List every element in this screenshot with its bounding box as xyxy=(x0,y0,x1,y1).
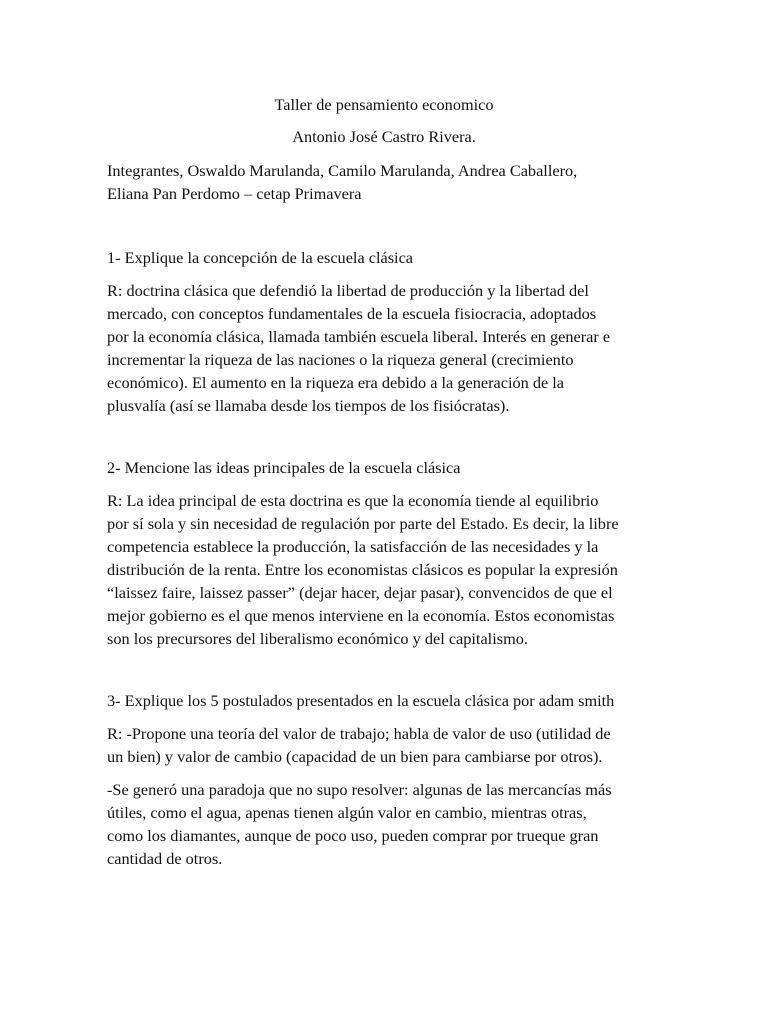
answer-2-line: por sí sola y sin necesidad de regulación por parte del Estado. Es decir, la libre xyxy=(107,514,619,533)
question-3: 3- Explique los 5 postulados presentados en la escuela clásica por adam smith xyxy=(107,691,615,710)
answer-2-line: mejor gobierno es el que menos interviene en la economía. Estos economistas xyxy=(107,606,615,625)
question-1: 1- Explique la concepción de la escuela clásica xyxy=(107,248,414,267)
answer-1-line: por la economía clásica, llamada también escuela liberal. Interés en generar e xyxy=(107,327,611,346)
answer-1-line: plusvalía (así se llamaba desde los tiempos de los fisiócratas). xyxy=(107,396,510,415)
answer-1-line: mercado, con conceptos fundamentales de la escuela fisiocracia, adoptados xyxy=(107,304,597,323)
members-line: Eliana Pan Perdomo – cetap Primavera xyxy=(107,184,362,203)
answer-2-line: competencia establece la producción, la satisfacción de las necesidades y la xyxy=(107,537,599,556)
answer-3-line: cantidad de otros. xyxy=(107,849,223,868)
question-2: 2- Mencione las ideas principales de la escuela clásica xyxy=(107,458,461,477)
document-title: Taller de pensamiento economico xyxy=(274,95,494,114)
answer-3-line: -Se generó una paradoja que no supo resolver: algunas de las mercancías más xyxy=(107,780,612,799)
answer-2-line: R: La idea principal de esta doctrina es que la economía tiende al equilibrio xyxy=(107,491,599,510)
answer-3-line: un bien) y valor de cambio (capacidad de un bien para cambiarse por otros). xyxy=(107,747,603,766)
answer-2-line: distribución de la renta. Entre los economistas clásicos es popular la expresión xyxy=(107,560,618,579)
answer-1-line: incrementar la riqueza de las naciones o la riqueza general (crecimiento xyxy=(107,350,574,369)
answer-2-line: “laissez faire, laissez passer” (dejar hacer, dejar pasar), convencidos de que el xyxy=(107,583,613,602)
members-line: Integrantes, Oswaldo Marulanda, Camilo Marulanda, Andrea Caballero, xyxy=(107,161,578,180)
answer-3-line: como los diamantes, aunque de poco uso, pueden comprar por trueque gran xyxy=(107,826,599,845)
answer-1-line: R: doctrina clásica que defendió la libertad de producción y la libertad del xyxy=(107,281,589,300)
author-name: Antonio José Castro Rivera. xyxy=(292,127,476,146)
answer-2-line: son los precursores del liberalismo económico y del capitalismo. xyxy=(107,629,528,648)
answer-3-line: R: -Propone una teoría del valor de trabajo; habla de valor de uso (utilidad de xyxy=(107,724,611,743)
answer-1-line: económico). El aumento en la riqueza era debido a la generación de la xyxy=(107,373,565,392)
answer-3-line: útiles, como el agua, apenas tienen algún valor en cambio, mientras otras, xyxy=(107,803,587,822)
